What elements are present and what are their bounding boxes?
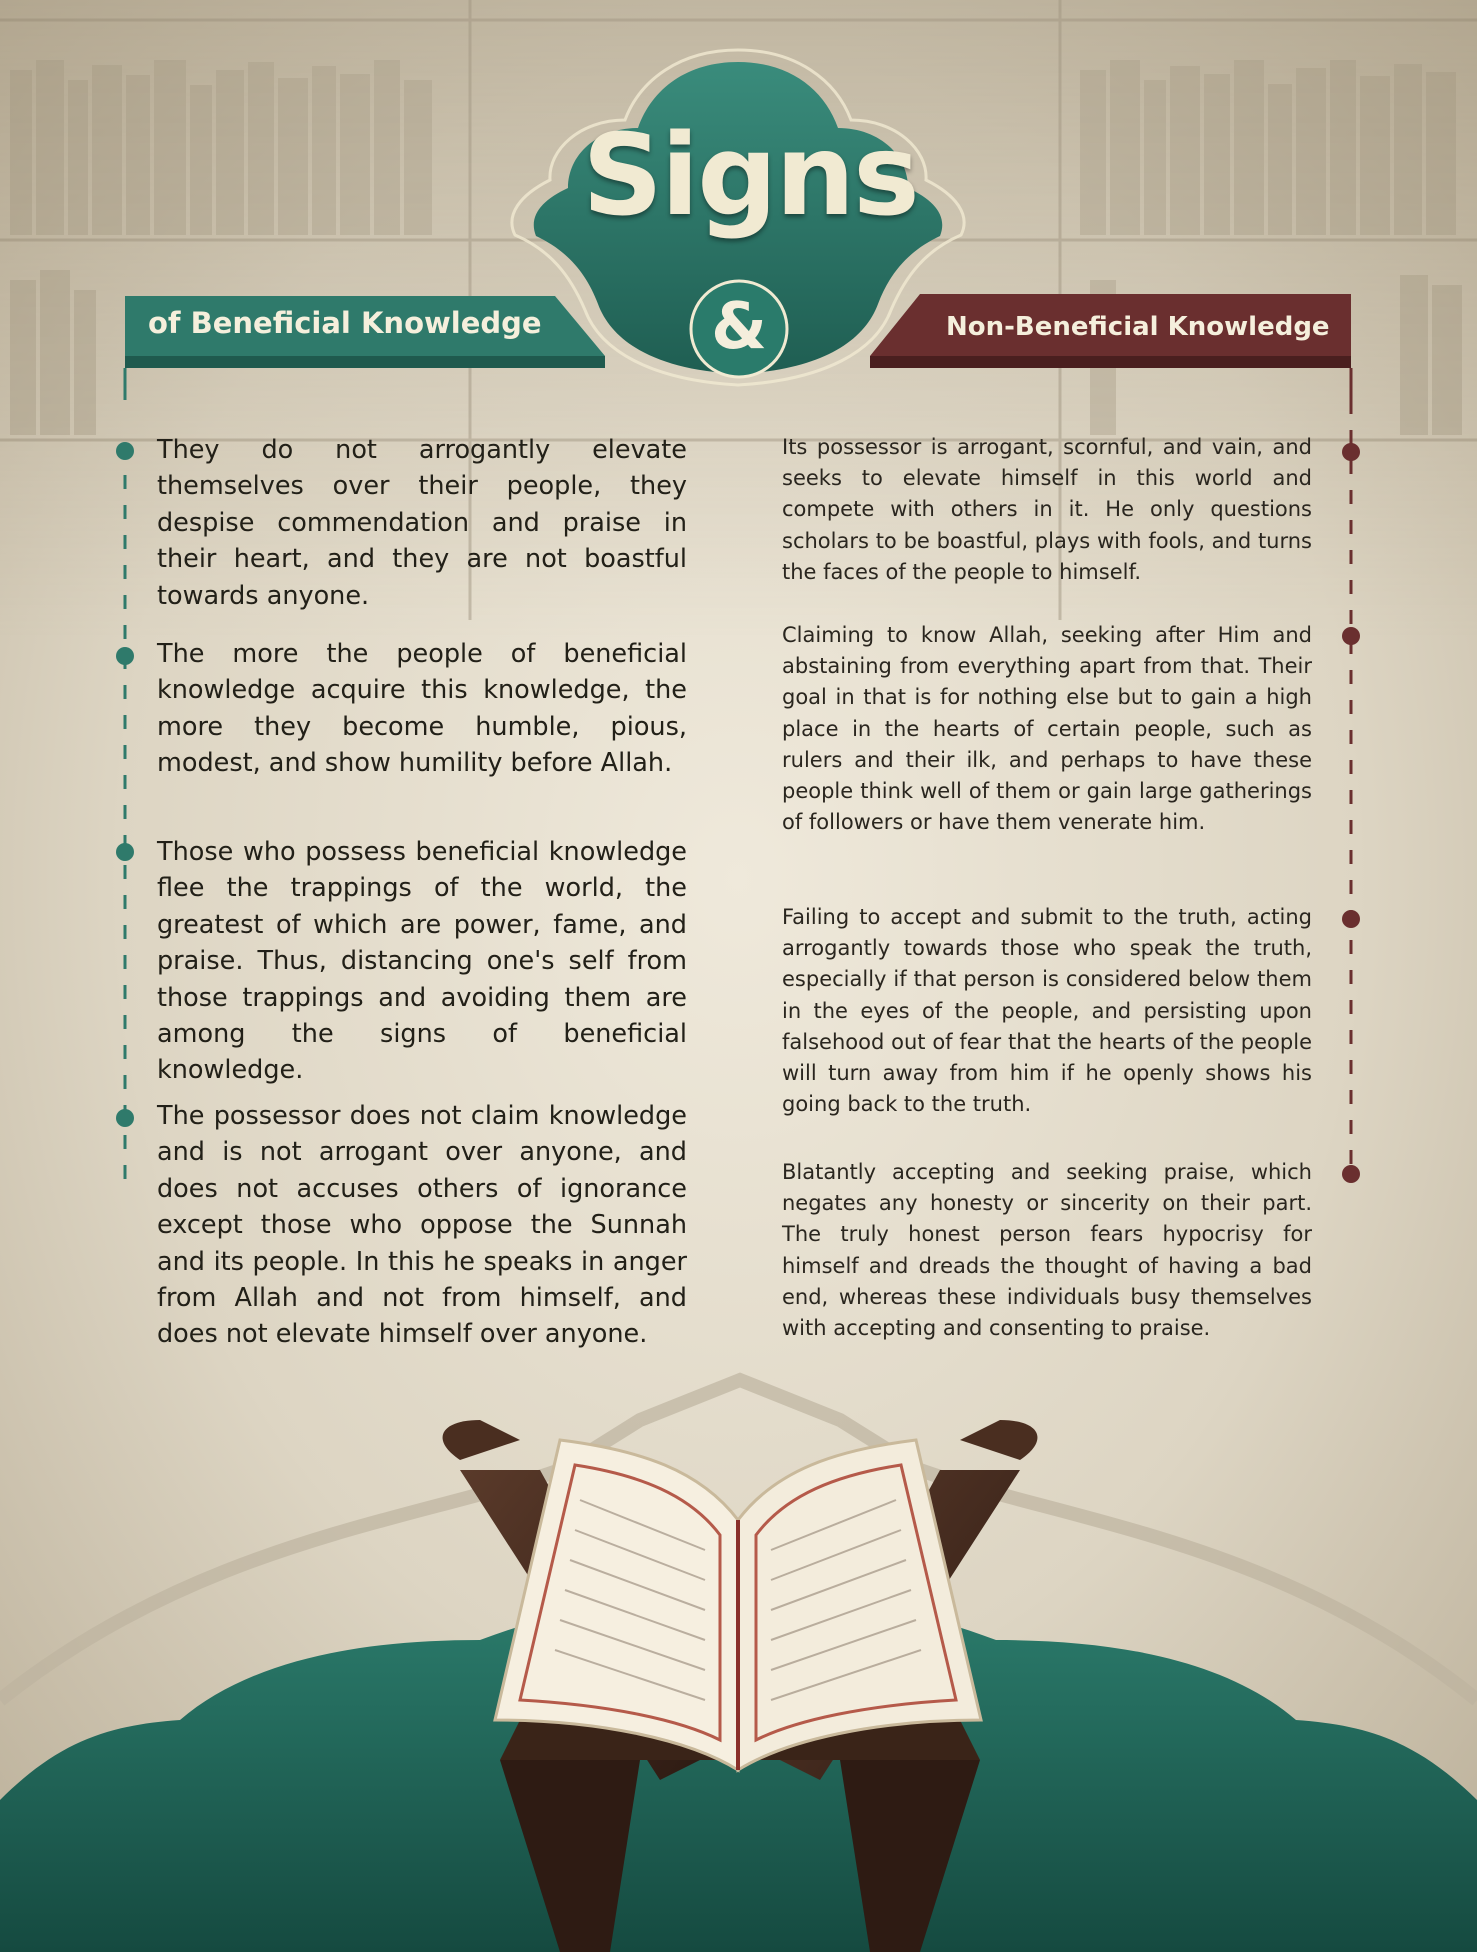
bullet-dot xyxy=(1342,910,1360,928)
list-item: Failing to accept and submit to the truth, acting arrogantly towards those who speak the truth, especially if that person is considered below them in the eyes of the people, and persisting upon falsehood out of fear that the hearts of the people will turn away from him if he openly shows his going back to the truth. xyxy=(782,905,1312,1117)
bullet-dot xyxy=(116,647,134,665)
bullet-dot xyxy=(116,442,134,460)
bullet-dot xyxy=(116,1109,134,1127)
list-item: The more the people of beneficial knowledge acquire this knowledge, the more they become humble, pious, modest, and show humility before Allah. xyxy=(157,639,687,779)
bullet-dot xyxy=(1342,627,1360,645)
ampersand-badge: & xyxy=(711,290,767,364)
bullet-dot xyxy=(1342,1165,1360,1183)
bullet-dot xyxy=(1342,443,1360,461)
list-item: Those who possess beneficial knowledge flee the trappings of the world, the greatest of which are power, fame, and praise. Thus, distancing one's self from those trappings and avoiding them are among the signs of beneficial knowledge. xyxy=(157,837,687,1086)
list-item: Blatantly accepting and seeking praise, which negates any honesty or sincerity on their part. The truly honest person fears hypocrisy for himself and dreads the thought of having a bad end, whereas these individuals busy themselves with accepting and consenting to praise. xyxy=(782,1160,1312,1341)
bullet-dot xyxy=(116,843,134,861)
non-beneficial-heading: Non-Beneficial Knowledge xyxy=(946,312,1330,342)
list-item: The possessor does not claim knowledge and is not arrogant over anyone, and does not accuses others of ignorance except those who oppose the Sunnah and its people. In this he speaks in anger from Allah and not from himself, and does not elevate himself over anyone. xyxy=(157,1101,687,1350)
list-item: Its possessor is arrogant, scornful, and vain, and seeks to elevate himself in this world and compete with others in it. He only questions scholars to be boastful, plays with fools, and turns the faces of the people to himself. xyxy=(782,435,1312,584)
beneficial-heading: of Beneficial Knowledge xyxy=(148,306,542,340)
list-item: Claiming to know Allah, seeking after Him and abstaining from everything apart from that. Their goal in that is for nothing else but to gain a high place in the hearts of certain people, such as rulers and their ilk, and perhaps to have these people think well of them or gain large gatherings of followers or have them venerate him. xyxy=(782,623,1312,835)
page-title: Signs xyxy=(582,111,918,241)
list-item: They do not arrogantly elevate themselves over their people, they despise commendation and praise in their heart, and they are not boastful towards anyone. xyxy=(157,435,687,611)
